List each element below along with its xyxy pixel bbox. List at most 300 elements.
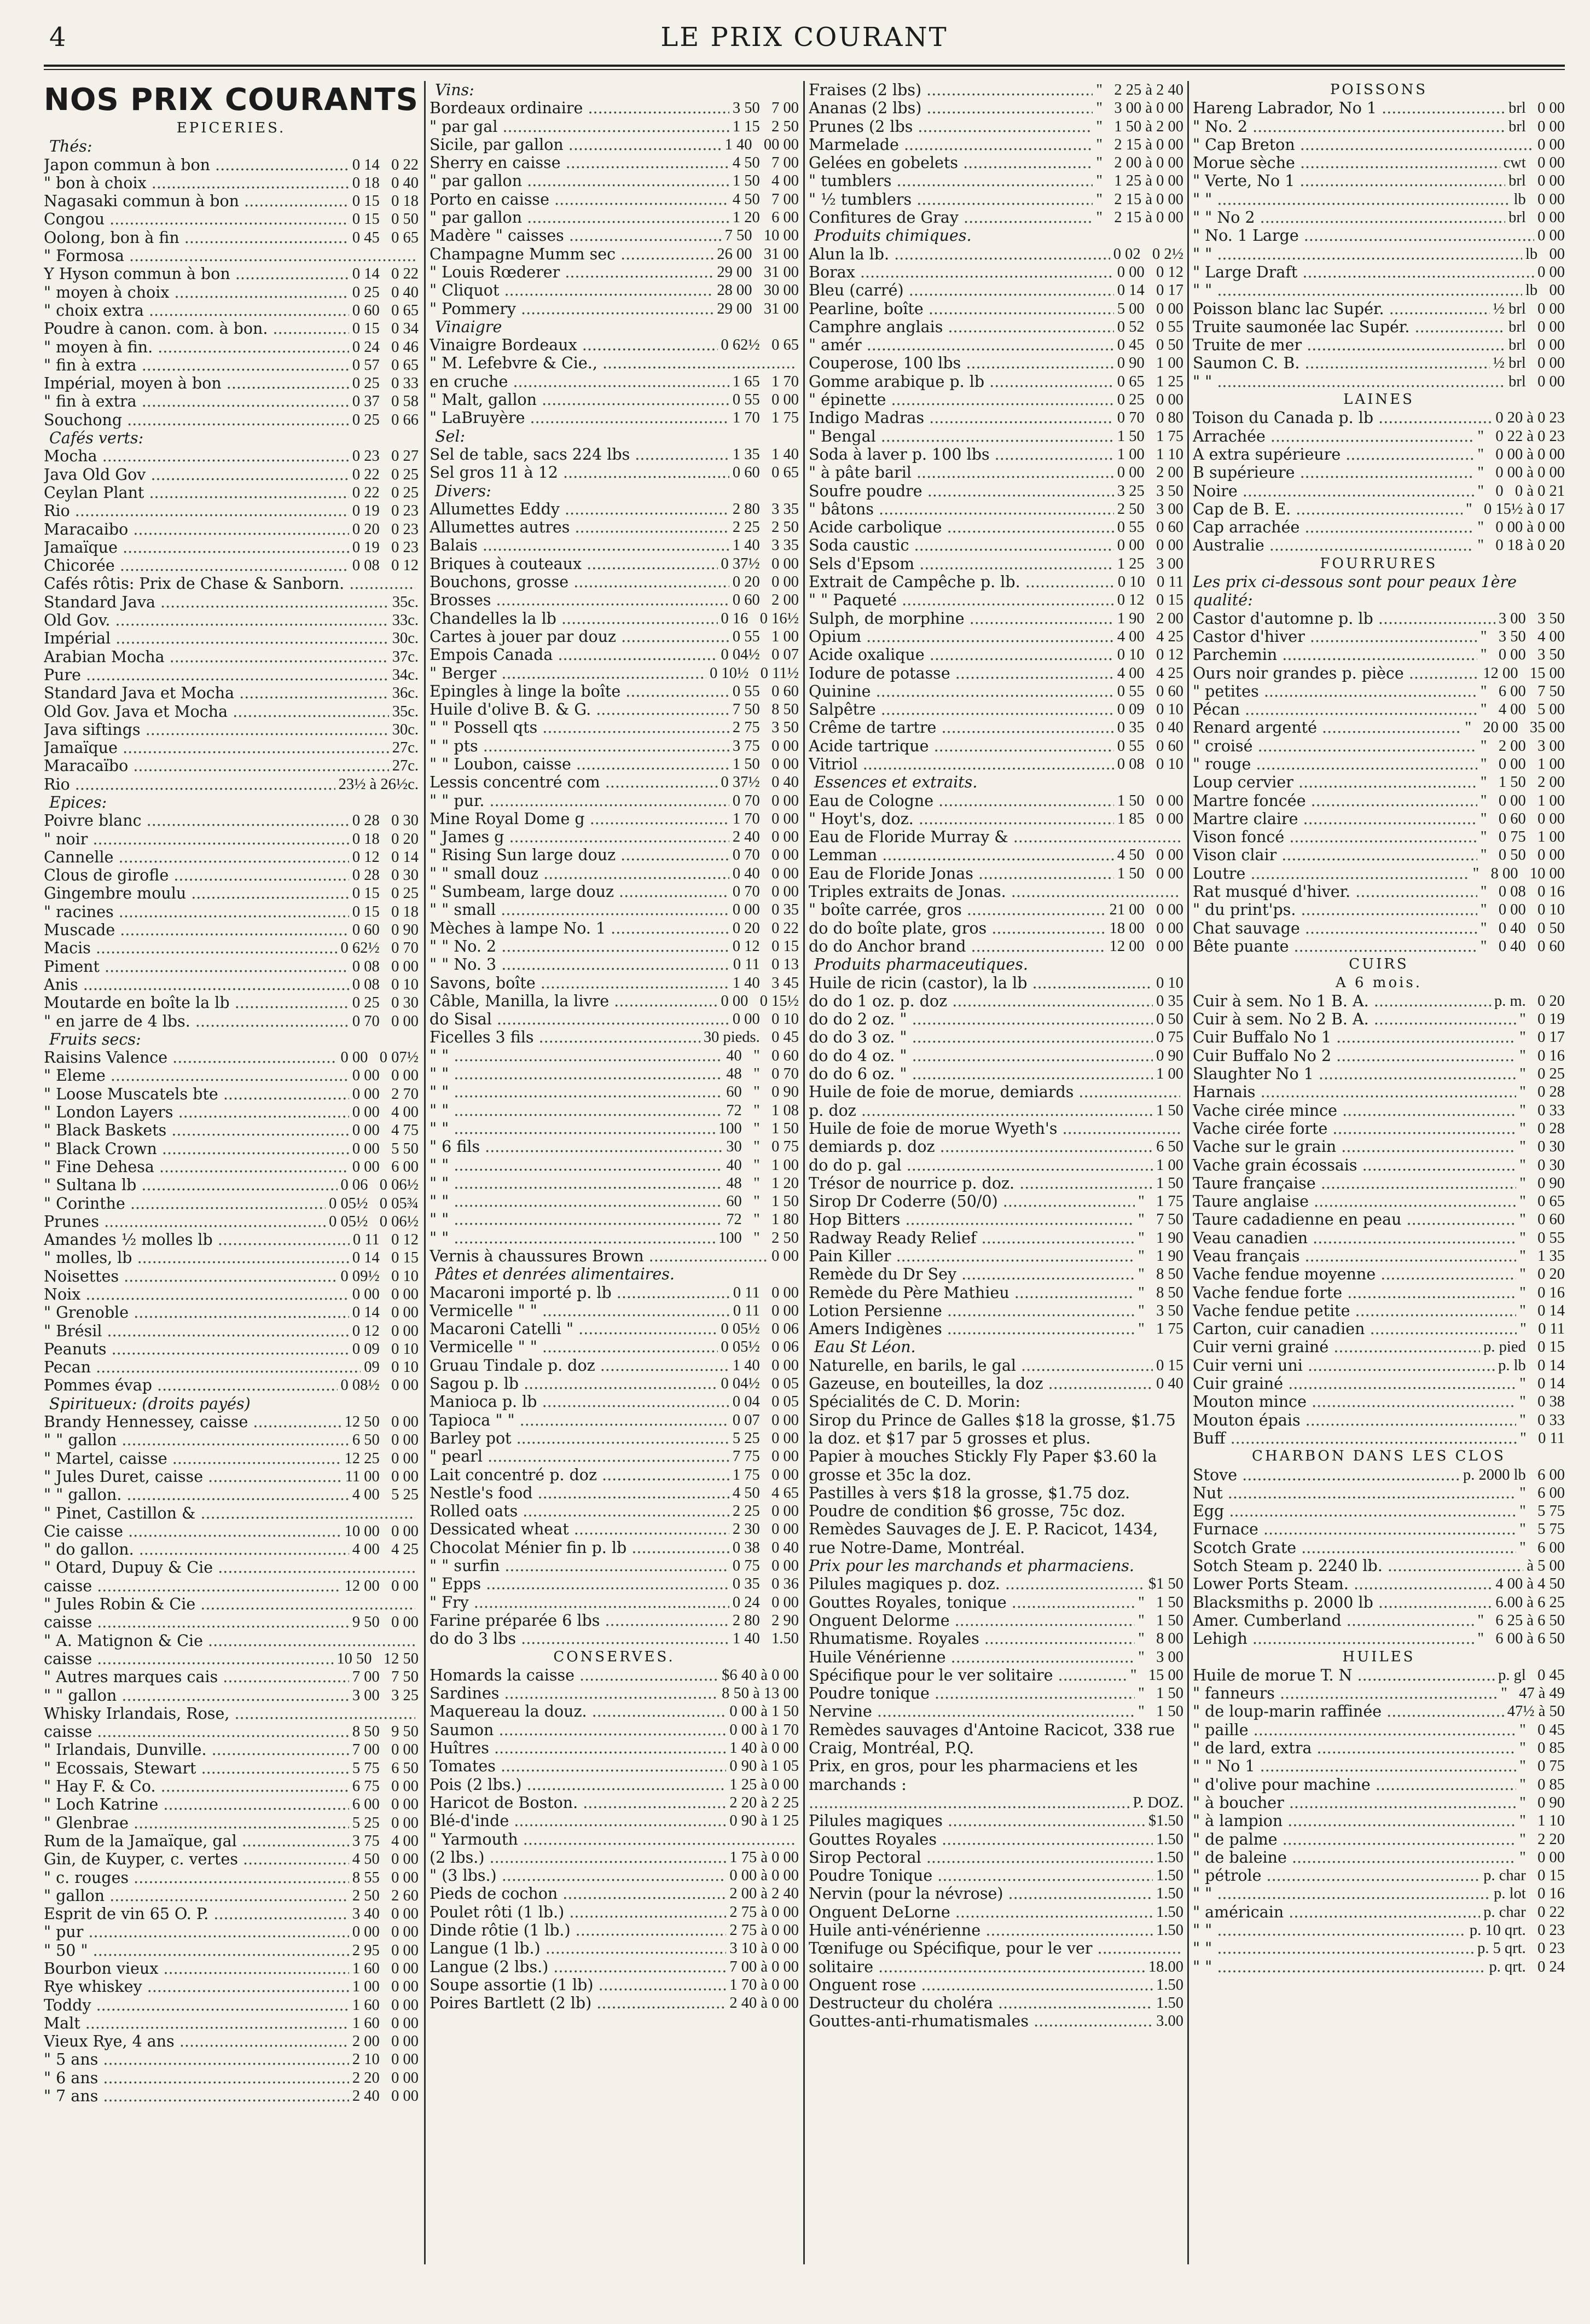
price-row bbox=[44, 1850, 419, 1868]
item-price: 1 40 à 0 00 bbox=[729, 1740, 799, 1757]
item-label: " Loose Muscatels bte ..... bbox=[44, 1085, 349, 1103]
item-label: " épinette ..... bbox=[809, 391, 1114, 409]
section-heading: FOURRURES bbox=[1320, 555, 1438, 572]
item-price: 0 52 0 55 bbox=[1117, 318, 1183, 335]
price-column-2 bbox=[430, 81, 799, 2264]
price-column-1 bbox=[44, 81, 419, 2264]
item-price: 7 00 0 00 bbox=[352, 1741, 419, 1759]
header-rule-thin bbox=[44, 69, 1565, 70]
item-label: Amers Indigènes ..... bbox=[809, 1320, 1135, 1338]
price-row bbox=[44, 1577, 419, 1595]
price-row bbox=[1193, 1958, 1565, 1976]
item-price: " 3 50 bbox=[1138, 1302, 1183, 1319]
item-label: " par gallon ..... bbox=[430, 172, 729, 190]
item-label: Gelées en gobelets ..... bbox=[809, 154, 1093, 172]
item-price: 72 " 1 80 bbox=[726, 1211, 799, 1228]
item-price: " 0 20 bbox=[1519, 1266, 1565, 1283]
price-row bbox=[44, 2050, 419, 2068]
price-row bbox=[809, 1867, 1183, 1885]
item-label: Macis ..... bbox=[44, 939, 338, 957]
price-row bbox=[1193, 1338, 1565, 1356]
price-row bbox=[430, 1939, 799, 1957]
item-label: " " pur. ..... bbox=[430, 792, 729, 810]
item-price: 27c. bbox=[392, 739, 419, 757]
price-row bbox=[809, 974, 1183, 992]
item-label: Savons, boîte ..... bbox=[430, 974, 729, 992]
price-row bbox=[1193, 1466, 1565, 1484]
item-label: Impérial ..... bbox=[44, 629, 389, 647]
price-row bbox=[809, 883, 1183, 901]
item-price: 0 00 0 00 bbox=[352, 1286, 419, 1303]
item-price: " 0 60 bbox=[1519, 1211, 1565, 1228]
item-price: 0 15 0 25 bbox=[352, 885, 419, 902]
item-price: " 0 00 3 50 bbox=[1480, 646, 1565, 664]
price-row bbox=[809, 500, 1183, 518]
price-row bbox=[809, 610, 1183, 628]
item-price: 0 60 0 90 bbox=[352, 922, 419, 939]
price-row bbox=[430, 718, 799, 737]
price-row bbox=[430, 610, 799, 628]
price-row bbox=[1193, 610, 1565, 628]
price-row bbox=[430, 1593, 799, 1612]
price-row bbox=[809, 1028, 1183, 1046]
item-price: 3 25 3 50 bbox=[1117, 482, 1183, 500]
item-price: brl 0 00 bbox=[1508, 209, 1565, 227]
item-label: Congou ..... bbox=[44, 210, 349, 228]
item-price: brl 0 00 bbox=[1508, 337, 1565, 354]
price-row bbox=[809, 810, 1183, 828]
price-row bbox=[44, 958, 419, 976]
item-price: 0 08 0 10 bbox=[352, 976, 419, 993]
item-label: " Yarmouth ..... bbox=[430, 1830, 796, 1848]
item-price: 1 60 0 00 bbox=[352, 1996, 419, 2014]
item-price: cwt 0 00 bbox=[1503, 154, 1565, 172]
item-label: Sirop Pectoral ..... bbox=[809, 1848, 1153, 1867]
price-row bbox=[430, 99, 799, 117]
section-heading: CUIRS bbox=[1349, 956, 1409, 973]
item-price: 0 25 0 30 bbox=[352, 994, 419, 1012]
item-price: 0 20 0 00 bbox=[732, 573, 799, 591]
item-price: 0 25 0 40 bbox=[352, 283, 419, 301]
price-row bbox=[809, 118, 1183, 136]
item-price: 0 00 0 07½ bbox=[340, 1049, 419, 1067]
price-row bbox=[809, 1976, 1183, 1994]
item-price: 0 18 0 40 bbox=[352, 174, 419, 192]
item-price: 0 00 0 00 bbox=[352, 1923, 419, 1941]
price-row bbox=[809, 190, 1183, 208]
price-row bbox=[1193, 99, 1565, 117]
item-label: Rye whiskey ..... bbox=[44, 1978, 349, 1996]
item-label: Empois Canada ..... bbox=[430, 646, 718, 664]
item-label: Macaroni importé p. lb ..... bbox=[430, 1284, 730, 1302]
item-label: Martre claire ..... bbox=[1193, 810, 1477, 828]
price-row bbox=[809, 1083, 1183, 1101]
item-label: " Jules Duret, caisse ..... bbox=[44, 1468, 342, 1486]
item-price: 0 20 0 22 bbox=[732, 919, 799, 937]
item-price: " 1 75 bbox=[1138, 1193, 1183, 1210]
price-row bbox=[1193, 1848, 1565, 1867]
item-label: Toison du Canada p. lb ..... bbox=[1193, 409, 1492, 427]
item-price: à 5 00 bbox=[1527, 1557, 1565, 1575]
item-label: Acide oxalique ..... bbox=[809, 646, 1114, 664]
price-row bbox=[809, 518, 1183, 536]
item-label: Martre foncée ..... bbox=[1193, 792, 1477, 810]
price-row bbox=[1193, 992, 1565, 1010]
price-row bbox=[44, 502, 419, 520]
item-label: " " ..... bbox=[430, 1192, 723, 1210]
item-price: 1 00 0 00 bbox=[352, 1978, 419, 1996]
price-row bbox=[809, 427, 1183, 445]
item-label: " fanneurs ..... bbox=[1193, 1684, 1498, 1702]
item-price: 35c. bbox=[392, 593, 419, 611]
item-label: " de baleine ..... bbox=[1193, 1848, 1516, 1867]
item-label: do do Anchor brand ..... bbox=[809, 937, 1106, 955]
item-label: Huîtres ..... bbox=[430, 1739, 726, 1757]
item-price: 6 00 0 00 bbox=[352, 1796, 419, 1813]
item-price: " 6 00 bbox=[1519, 1539, 1565, 1556]
item-price: 0 09 0 10 bbox=[1117, 701, 1183, 718]
price-row bbox=[430, 755, 799, 773]
item-price: 0 37 0 58 bbox=[352, 393, 419, 410]
item-price: 12 00 0 00 bbox=[1109, 937, 1183, 955]
price-row bbox=[430, 1994, 799, 2012]
item-label: Vison foncé ..... bbox=[1193, 828, 1477, 846]
item-label: Hop Bitters ..... bbox=[809, 1210, 1135, 1228]
item-label: Moutarde en boîte la lb ..... bbox=[44, 994, 349, 1012]
item-price: 6.00 à 6 25 bbox=[1495, 1593, 1565, 1611]
price-row bbox=[1193, 445, 1565, 463]
item-price: " 6 25 à 6 50 bbox=[1477, 1612, 1565, 1629]
item-label: " tumblers ..... bbox=[809, 172, 1093, 190]
subsection-heading: Fruits secs: bbox=[49, 1030, 141, 1048]
price-row bbox=[44, 703, 419, 721]
item-price: 1 25 3 00 bbox=[1117, 555, 1183, 572]
price-row bbox=[44, 1632, 419, 1650]
item-label: Soda à laver p. 100 lbs ..... bbox=[809, 445, 1114, 463]
price-row bbox=[809, 81, 1183, 99]
item-price: 2 40 0 00 bbox=[732, 828, 799, 846]
item-price: 4 50 7 00 bbox=[732, 154, 799, 172]
price-row bbox=[809, 1357, 1183, 1375]
price-row bbox=[809, 865, 1183, 883]
price-row bbox=[430, 1411, 799, 1429]
price-row bbox=[430, 336, 799, 354]
item-label: Poisson blanc lac Supér. ..... bbox=[1193, 300, 1490, 318]
item-price: 0 12 0 00 bbox=[352, 1322, 419, 1340]
price-row bbox=[1193, 1284, 1565, 1302]
item-label: Porto en caisse ..... bbox=[430, 190, 729, 208]
item-price: 0 12 0 15 bbox=[1117, 592, 1183, 609]
item-label: Vache sur le grain ..... bbox=[1193, 1138, 1516, 1156]
price-row bbox=[430, 1630, 799, 1648]
price-row bbox=[1193, 208, 1565, 227]
price-row bbox=[1193, 1102, 1565, 1120]
item-label: Mocha ..... bbox=[44, 447, 349, 465]
item-price bbox=[796, 354, 799, 372]
item-price: p. m. 0 20 bbox=[1494, 992, 1565, 1010]
item-label: " molles, lb ..... bbox=[44, 1249, 349, 1267]
item-price: " 0 45 bbox=[1519, 1721, 1565, 1738]
price-row bbox=[1193, 646, 1565, 664]
item-label: do do 4 oz. " ..... bbox=[809, 1047, 1153, 1065]
item-label: Dessicated wheat ..... bbox=[430, 1520, 729, 1538]
price-row bbox=[430, 1612, 799, 1630]
item-label: " " ..... bbox=[1193, 1958, 1485, 1976]
item-label: do do 2 oz. " ..... bbox=[809, 1010, 1153, 1028]
item-label: " pur ..... bbox=[44, 1923, 349, 1941]
price-row bbox=[44, 1012, 419, 1030]
item-label: Gomme arabique p. lb ..... bbox=[809, 373, 1114, 391]
item-price: 2 80 3 35 bbox=[732, 500, 799, 518]
item-label: Naturelle, en barils, le gal ..... bbox=[809, 1357, 1153, 1375]
item-label: Rhumatisme. Royales ..... bbox=[809, 1630, 1135, 1648]
item-label: " " No 1 ..... bbox=[1193, 1757, 1516, 1775]
price-row bbox=[44, 1705, 419, 1723]
item-label: " Sumbeam, large douz ..... bbox=[430, 883, 729, 901]
item-label: Impérial, moyen à bon ..... bbox=[44, 374, 349, 392]
section-heading: CHARBON DANS LES CLOS bbox=[1252, 1448, 1506, 1465]
price-row bbox=[44, 1468, 419, 1486]
item-label: " Epps ..... bbox=[430, 1575, 729, 1593]
item-label: Cap arrachée ..... bbox=[1193, 518, 1474, 536]
item-label: " James g ..... bbox=[430, 828, 729, 846]
item-price: 6 50 bbox=[1156, 1138, 1183, 1156]
item-price: 0 60 2 00 bbox=[732, 592, 799, 609]
item-label: do do 6 oz. " ..... bbox=[809, 1065, 1153, 1083]
item-price: brl 0 00 bbox=[1508, 100, 1565, 117]
item-label: Extrait de Campêche p. lb. ..... bbox=[809, 573, 1115, 591]
item-label: Pieds de cochon ..... bbox=[430, 1885, 726, 1903]
item-label: Lotion Persienne ..... bbox=[809, 1302, 1135, 1320]
price-row bbox=[1193, 1575, 1565, 1593]
price-row bbox=[44, 447, 419, 465]
price-row bbox=[430, 373, 799, 391]
price-row bbox=[809, 846, 1183, 864]
price-row bbox=[430, 154, 799, 172]
item-label: Indigo Madras ..... bbox=[809, 409, 1114, 427]
item-label: " " ..... bbox=[430, 1102, 723, 1120]
price-row bbox=[809, 1794, 1183, 1812]
item-label: Allumettes autres ..... bbox=[430, 518, 729, 536]
price-row bbox=[1193, 937, 1565, 955]
price-row bbox=[44, 1613, 419, 1631]
price-row bbox=[809, 628, 1183, 646]
item-label: " c. rouges ..... bbox=[44, 1869, 349, 1887]
price-row bbox=[809, 391, 1183, 409]
item-price: brl 0 00 bbox=[1508, 172, 1565, 190]
price-row bbox=[1193, 919, 1565, 937]
item-price: 60 " 1 50 bbox=[726, 1193, 799, 1210]
price-row bbox=[430, 1429, 799, 1447]
item-label: Nestle's food ..... bbox=[430, 1484, 729, 1502]
item-label: Japon commun à bon ..... bbox=[44, 156, 349, 174]
item-price: 1 70 1 75 bbox=[732, 409, 799, 427]
item-label: " Eleme ..... bbox=[44, 1067, 349, 1085]
price-row bbox=[430, 1721, 799, 1739]
item-price: " 0 17 bbox=[1519, 1029, 1565, 1046]
item-price: 0 14 0 17 bbox=[1117, 282, 1183, 299]
item-label: Gruau Tindale p. doz ..... bbox=[430, 1357, 729, 1375]
item-label: " " ..... bbox=[430, 1156, 723, 1174]
item-label: " " pts ..... bbox=[430, 737, 729, 755]
price-row bbox=[809, 1612, 1183, 1630]
item-price: 2 80 2 90 bbox=[732, 1612, 799, 1629]
item-price: " 0 18 à 0 20 bbox=[1477, 537, 1565, 554]
item-label: Pure ..... bbox=[44, 666, 389, 684]
item-label: Maracaibo ..... bbox=[44, 520, 349, 538]
item-price: 2 25 2 50 bbox=[732, 519, 799, 536]
item-price: " 3 00 bbox=[1138, 1648, 1183, 1666]
item-price: 4 00 4 25 bbox=[352, 1541, 419, 1558]
price-row bbox=[809, 373, 1183, 391]
item-price: " 0 16 bbox=[1519, 1047, 1565, 1064]
price-row bbox=[1193, 1666, 1565, 1684]
price-row bbox=[809, 1575, 1183, 1593]
price-row bbox=[44, 392, 419, 410]
item-label: Old Gov. ..... bbox=[44, 611, 389, 629]
price-row bbox=[809, 992, 1183, 1010]
item-price: " 2 15 à 0 00 bbox=[1096, 136, 1183, 153]
price-row bbox=[809, 1229, 1183, 1247]
section-heading: CONSERVES. bbox=[553, 1648, 675, 1665]
item-price: 1 40 3 45 bbox=[732, 974, 799, 992]
item-price: p. 10 qrt. 0 23 bbox=[1469, 1921, 1565, 1939]
price-row bbox=[809, 172, 1183, 190]
item-label: " Fry ..... bbox=[430, 1593, 729, 1612]
price-row bbox=[809, 1138, 1183, 1156]
item-price: 0 08 0 12 bbox=[352, 557, 419, 575]
price-row bbox=[1193, 245, 1565, 263]
item-price: 0 24 0 00 bbox=[732, 1593, 799, 1611]
price-row bbox=[44, 520, 419, 538]
item-label: " moyen à fin. ..... bbox=[44, 338, 349, 356]
price-row bbox=[430, 1867, 799, 1885]
item-label: " Black Crown ..... bbox=[44, 1140, 349, 1158]
item-label: Homards la caisse ..... bbox=[430, 1666, 718, 1684]
price-row bbox=[430, 409, 799, 427]
price-row bbox=[430, 1520, 799, 1538]
item-label: Vache fendue moyenne ..... bbox=[1193, 1265, 1516, 1283]
item-label: Sherry en caisse ..... bbox=[430, 154, 729, 172]
item-label: Buff ..... bbox=[1193, 1429, 1517, 1447]
item-price: 2 75 à 0 00 bbox=[729, 1921, 799, 1939]
item-price: 12 25 0 00 bbox=[344, 1450, 419, 1467]
price-row bbox=[809, 1284, 1183, 1302]
item-price: 7 50 10 00 bbox=[724, 227, 799, 245]
item-price: 0 11 0 13 bbox=[733, 956, 799, 973]
item-label: " London Layers ..... bbox=[44, 1103, 349, 1121]
price-row bbox=[1193, 463, 1565, 482]
price-row bbox=[430, 1156, 799, 1174]
item-price: 11 00 0 00 bbox=[345, 1468, 419, 1485]
price-row bbox=[430, 1830, 799, 1848]
price-row bbox=[809, 555, 1183, 573]
item-label: Prunes ..... bbox=[44, 1213, 326, 1231]
price-row bbox=[44, 247, 419, 265]
item-label: Soda caustic ..... bbox=[809, 536, 1114, 554]
item-label: Vitriol ..... bbox=[809, 755, 1114, 773]
item-price: 0 18 0 20 bbox=[352, 830, 419, 848]
price-row bbox=[1193, 1939, 1565, 1957]
text-paragraph: Prix, en gros, pour les pharmaciens et les marchands : bbox=[809, 1757, 1138, 1794]
item-label: Cannelle ..... bbox=[44, 848, 349, 866]
price-row bbox=[1193, 263, 1565, 281]
price-row bbox=[44, 1687, 419, 1705]
price-row bbox=[809, 463, 1183, 482]
price-row bbox=[1193, 336, 1565, 354]
item-label: " Sultana lb ..... bbox=[44, 1176, 338, 1194]
price-row bbox=[44, 1540, 419, 1558]
item-label: Radway Ready Relief ..... bbox=[809, 1229, 1135, 1247]
price-row bbox=[44, 1887, 419, 1905]
item-price: 1.50 bbox=[1156, 1848, 1183, 1866]
item-label: Rio ..... bbox=[44, 502, 349, 520]
item-price: 3 50 7 00 bbox=[732, 100, 799, 117]
price-row bbox=[430, 1302, 799, 1320]
item-label: Ceylan Plant ..... bbox=[44, 484, 349, 502]
item-price: " 6 00 à 6 50 bbox=[1477, 1630, 1565, 1648]
item-label: Cap de B. E. ..... bbox=[1193, 500, 1463, 518]
item-price: p. gl 0 45 bbox=[1498, 1666, 1565, 1684]
price-row bbox=[430, 919, 799, 937]
item-label: Loup cervier ..... bbox=[1193, 773, 1477, 791]
item-price: 0 75 bbox=[1156, 1029, 1183, 1046]
item-price: 1 65 1 70 bbox=[732, 373, 799, 390]
price-row bbox=[809, 445, 1183, 463]
price-row bbox=[809, 1156, 1183, 1174]
item-label: Souchong ..... bbox=[44, 411, 349, 429]
price-row bbox=[430, 1357, 799, 1375]
price-row bbox=[44, 1431, 419, 1449]
item-price: " 8 00 bbox=[1138, 1630, 1183, 1648]
price-row bbox=[430, 1210, 799, 1228]
item-price: 0 22 0 25 bbox=[352, 466, 419, 483]
item-label: " Jules Robin & Cie ..... bbox=[44, 1595, 415, 1613]
item-price: p. lb 0 14 bbox=[1498, 1357, 1565, 1374]
item-label: " Verte, No 1 ..... bbox=[1193, 172, 1505, 190]
price-row bbox=[1193, 1120, 1565, 1138]
price-row bbox=[430, 792, 799, 810]
price-row bbox=[809, 1994, 1183, 2012]
item-label: Jamaïque ..... bbox=[44, 538, 349, 557]
item-price: 8 50 à 13 00 bbox=[722, 1685, 799, 1702]
subsection-heading: Thés: bbox=[49, 137, 92, 156]
item-label: " de palme ..... bbox=[1193, 1830, 1516, 1848]
price-row bbox=[430, 810, 799, 828]
item-label: Lehigh ..... bbox=[1193, 1630, 1474, 1648]
price-row bbox=[809, 1375, 1183, 1393]
item-label: Amandes ½ molles lb ..... bbox=[44, 1231, 350, 1249]
price-row bbox=[430, 937, 799, 955]
item-label: Carton, cuir canadien ..... bbox=[1193, 1320, 1517, 1338]
item-label: " noir ..... bbox=[44, 830, 349, 848]
price-row bbox=[430, 1047, 799, 1065]
item-label: Renard argenté ..... bbox=[1193, 718, 1461, 737]
price-row bbox=[44, 1832, 419, 1850]
item-label: Chocolat Ménier fin p. lb ..... bbox=[430, 1539, 729, 1557]
item-price bbox=[1180, 1939, 1183, 1957]
item-price: p. pied 0 15 bbox=[1483, 1338, 1565, 1356]
item-label: " (3 lbs.) ..... bbox=[430, 1867, 726, 1885]
item-price: 0 14 0 22 bbox=[352, 156, 419, 173]
price-row bbox=[1193, 682, 1565, 700]
item-price: 1 00 bbox=[1156, 1156, 1183, 1174]
price-row bbox=[44, 775, 419, 793]
item-price: 0 05½ 0 06 bbox=[721, 1320, 799, 1338]
item-price: 0 25 0 33 bbox=[352, 375, 419, 392]
price-row bbox=[44, 338, 419, 356]
price-row bbox=[1193, 427, 1565, 445]
